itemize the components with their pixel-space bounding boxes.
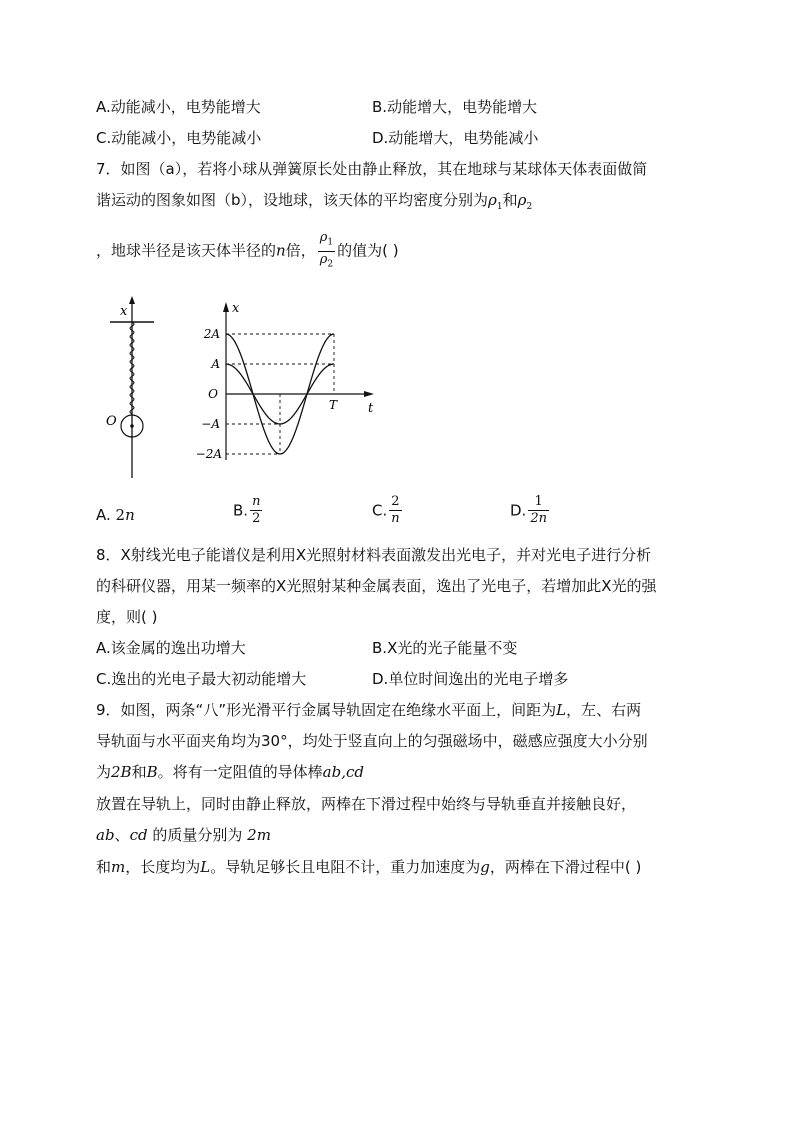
- q8-line-2: 的科研仪器，用某一频率的X光照射某种金属表面，逸出了光电子，若增加此X光的强: [96, 577, 657, 595]
- q6-option-b: B.动能增大，电势能增大: [372, 98, 538, 116]
- q6-option-d: D.动能增大，电势能减小: [372, 129, 539, 147]
- tick-2a: 2A: [203, 327, 220, 341]
- q7-line-1: 7．如图（a），若将小球从弹簧原长处由静止释放，其在地球与某球体天体表面做简: [96, 160, 648, 178]
- tick-neg-2a: −2A: [195, 447, 222, 461]
- tick-neg-a: −A: [201, 417, 220, 431]
- q7-option-b: B. $\frac{n}{2}$: [233, 494, 261, 526]
- q9-line-2: 导轨面与水平面夹角均为30°，均处于竖直向上的匀强磁场中，磁感应强度大小分别: [96, 732, 648, 750]
- spring-axis-label: x: [120, 304, 128, 319]
- q6-option-c: C.动能减小，电势能减小: [96, 129, 262, 147]
- spring-origin-label: O: [106, 414, 117, 429]
- q8-option-a: A.该金属的逸出功增大: [96, 639, 246, 657]
- q7-line-3: ，地球半径是该天体半径的n倍， $\frac{\rho_1}{\rho_2}$ 的值为( ): [96, 230, 399, 272]
- q7-figure-a-spring: [100, 292, 160, 482]
- q8-line-1: 8．X射线光电子能谱仪是利用X光照射材料表面激发出光电子，并对光电子进行分析: [96, 546, 652, 564]
- graph-y-axis-label: x: [232, 301, 240, 316]
- q9-line-3: 为2B和B。将有一定阻值的导体棒ab,cd: [96, 763, 364, 781]
- q9-line-1: 9．如图，两条“八”形光滑平行金属导轨固定在绝缘水平面上，间距为L，左、右两: [96, 701, 642, 719]
- q7-figure-b-graph: [190, 296, 390, 466]
- graph-x-axis-label: t: [368, 401, 374, 416]
- q9-line-5: ab、cd 的质量分别为 2m: [96, 826, 271, 844]
- q7-option-a: A. 2n: [96, 506, 135, 524]
- q9-line-6: 和m，长度均为L。导轨足够长且电阻不计，重力加速度为g，两棒在下滑过程中( ): [96, 858, 642, 876]
- q7-option-d: D. $\frac{1}{2n}$: [510, 494, 547, 526]
- tick-a: A: [211, 357, 220, 371]
- q6-option-a: A.动能减小，电势能增大: [96, 98, 261, 116]
- q9-line-4: 放置在导轨上，同时由静止释放，两棒在下滑过程中始终与导轨垂直并接触良好，: [96, 795, 637, 813]
- q8-option-b: B.X光的光子能量不变: [372, 639, 518, 657]
- tick-period-t: T: [329, 398, 338, 412]
- q8-line-3: 度，则( ): [96, 608, 158, 626]
- q7-option-c: C. $\frac{2}{n}$: [372, 494, 400, 526]
- tick-origin: O: [208, 387, 218, 401]
- q8-option-c: C.逸出的光电子最大初动能增大: [96, 670, 307, 688]
- q8-option-d: D.单位时间逸出的光电子增多: [372, 670, 569, 688]
- rho-ratio-fraction: $\frac{\rho_1}{\rho_2}$: [319, 230, 334, 270]
- q7-line-2: 谐运动的图象如图（b），设地球，该天体的平均密度分别为$\rho_1$和$\rho_2$: [96, 191, 533, 212]
